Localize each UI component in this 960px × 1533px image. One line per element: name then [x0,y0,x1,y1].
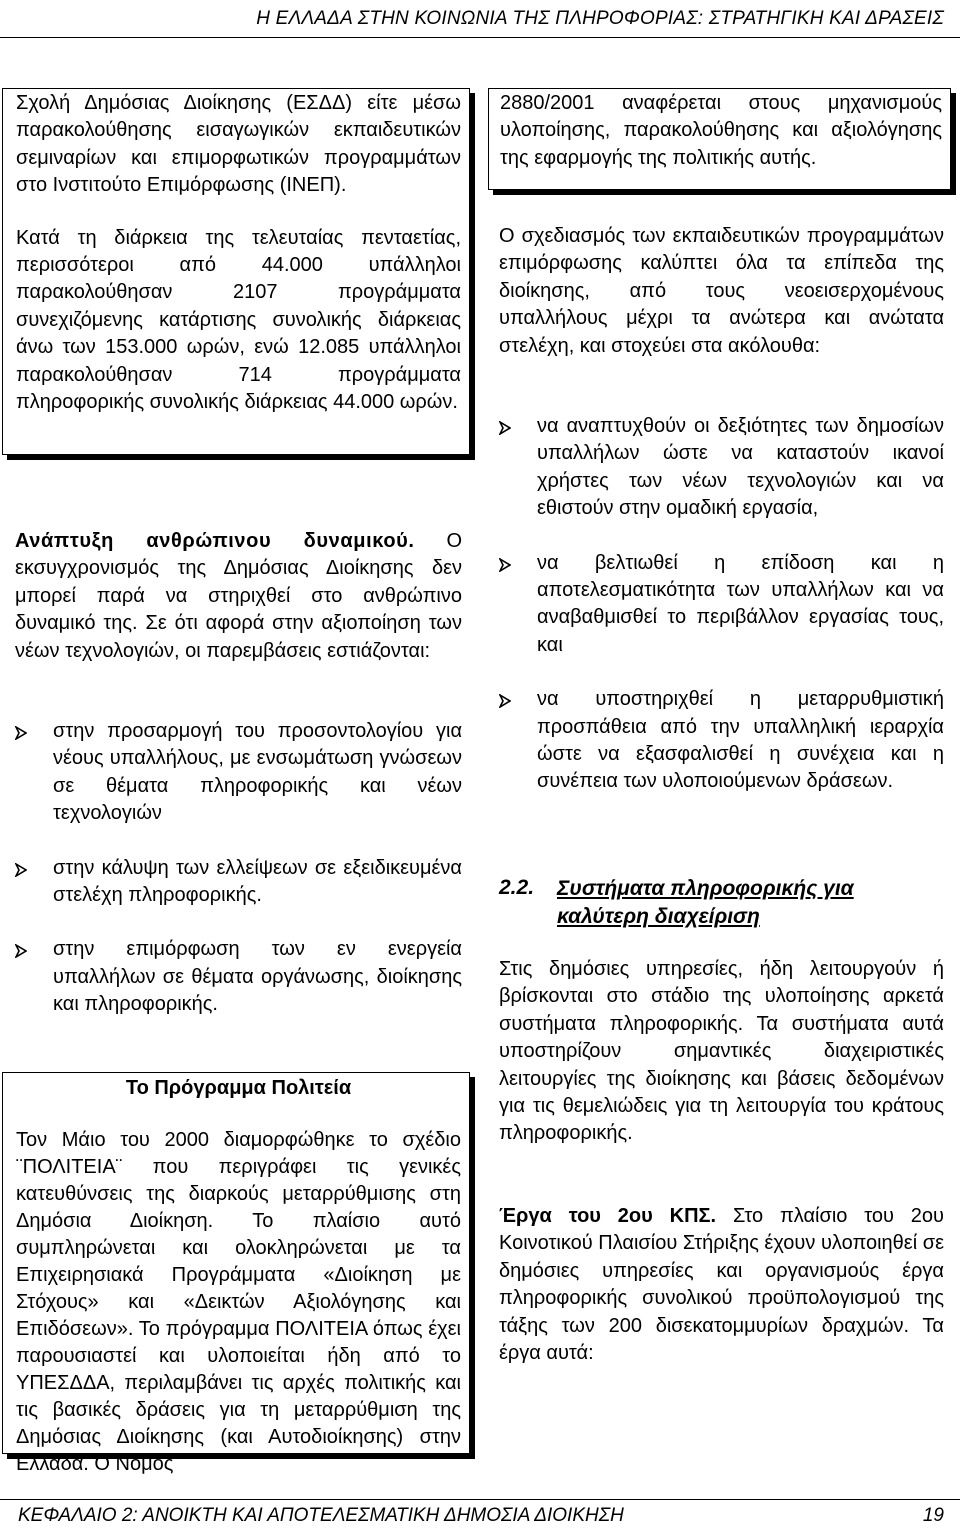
box-paragraph-statistics: Κατά τη διάρκεια της τελευταίας πενταετίας, περισσότεροι από 44.000 υπάλληλοι παρακολούθησαν 2107 προγράμματα συνεχιζόμενης κατάρτισης συνολικής διάρκειας άνω των 153.000 ωρών, ενώ 12.085 υπάλληλοι παρακολούθησαν 714 προγράμματα πληροφορικής συνολικής διάρκειας 44.000 ωρών. [16,226,461,414]
arrow-bullet-icon [15,863,27,877]
list-item-text: να βελτιωθεί η επίδοση και η αποτελεσματικότητα των υπαλλήλων και να αναβαθμισθεί το περιβάλλον εργασίας τους, και [537,551,944,656]
works-paragraph [499,1203,944,1367]
list-item-text: να υποστηριχθεί η μεταρρυθμιστική προσπάθεια από την υπαλληλική ιεραρχία ώστε να εξασφαλισθεί η συνέχεια και η συνέπεια των υλοποιούμενων δράσεων. [537,688,944,793]
list-item-text: στην προσαρμογή του προσοντολογίου για νέους υπαλλήλους, με ενσωμάτωση γνώσεων σε θέματα πληροφορικής και νέων τεχνολογιών [53,720,462,825]
right-bullet-list [499,413,944,796]
left-bullet-list [15,718,462,1019]
page-number: 19 [922,1505,944,1526]
running-footer [0,1499,960,1533]
box-title: Το Πρόγραμμα Πολιτεία [125,1077,352,1099]
box-body-text: Τον Μάιο του 2000 διαμορφώθηκε το σχέδιο ¨ΠΟΛΙΤΕΙΑ¨ που περιγράφει τις γενικές κατευθύνσεις της διαρκούς μεταρρύθμισης στη Δημόσια Διοίκηση. Το πλαίσιο αυτό συμπληρώνεται και ολοκληρώνεται με τα Επιχειρησιακά Προγράμματα «Διοίκηση με Στόχους» και «Δεικτών Αξιολόγησης και Επιδόσεων». Το πρόγραμμα ΠΟΛΙΤΕΙΑ όπως έχει παρουσιαστεί και υλοποιείται ήδη από το ΥΠΕΣΔΔΑ, περιλαμβάνει τις αρχές πολιτικής και τις βασικές δράσεις για τη μεταρρύθμιση της Δημόσιας Διοίκησης (και Αυτοδιοίκησης) στην Ελλάδα. Ο Νόμος [16,1129,461,1476]
info-box-training-stats [2,88,470,455]
hr-development-text: Ο εκσυγχρονισμός της Δημόσιας Διοίκησης δεν μπορεί παρά να στηριχθεί στο ανθρώπινο δυναμικό της. Σε ότι αφορά στην αξιοποίηση των νέων τεχνολογιών, οι παρεμβάσεις εστιάζονται: [15,530,462,662]
footer-chapter: ΚΕΦΑΛΑΙΟ 2: ΑΝΟΙΚΤΗ ΚΑΙ ΑΠΟΤΕΛΕΣΜΑΤΙΚΗ ΔΗΜΟΣΙΑ ΔΙΟΙΚΗΣΗ [18,1505,624,1526]
list-item-text: στην επιμόρφωση των εν ενεργεία υπαλλήλων σε θέματα οργάνωσης, διοίκησης και πληροφορικής. [53,938,462,1016]
arrow-bullet-icon [15,944,27,958]
info-box-law-continuation [488,88,951,190]
list-item [499,413,944,523]
works-text: Στο πλαίσιο του 2ου Κοινοτικού Πλαισίου Στήριξης έχουν υλοποιηθεί σε δημόσιες υπηρεσίες και οργανισμούς έργα πληροφορικής συνολικού προϋπολογισμού της τάξης των 200 δισεκατομμυρίων δραχμών. Τα έργα αυτά: [499,1205,944,1365]
box-paragraph-law: 2880/2001 αναφέρεται στους μηχανισμούς υλοποίησης, παρακολούθησης και αξιολόγησης της εφαρμογής της πολιτικής αυτής. [500,92,942,169]
section-number: 2.2. [499,876,535,899]
list-item [499,686,944,796]
hr-development-heading: Ανάπτυξη ανθρώπινου δυναμικού. [15,530,415,552]
section-title: Συστήματα πληροφορικής για καλύτερη διαχείριση [557,877,854,928]
arrow-bullet-icon [15,726,27,740]
info-box-politeia-program [2,1072,470,1476]
arrow-bullet-icon [499,558,511,572]
header-title: Η ΕΛΛΑΔΑ ΣΤΗΝ ΚΟΙΝΩΝΙΑ ΤΗΣ ΠΛΗΡΟΦΟΡΙΑΣ: ΣΤΡΑΤΗΓΙΚΗ ΚΑΙ ΔΡΑΣΕΙΣ [256,8,944,29]
arrow-bullet-icon [499,421,511,435]
box-paragraph-esdd: Σχολή Δημόσιας Διοίκησης (ΕΣΔΔ) είτε μέσω παρακολούθησης εισαγωγικών εκπαιδευτικών σεμιναρίων και επιμορφωτικών προγραμμάτων στο Ινστιτούτο Επιμόρφωσης (ΙΝΕΠ). [16,92,461,197]
list-item-text: να αναπτυχθούν οι δεξιότητες των δημοσίων υπαλλήλων ώστε να καταστούν ικανοί χρήστες των νέων τεχνολογιών και να εθιστούν στην ομαδική εργασία, [537,415,944,520]
arrow-bullet-icon [499,694,511,708]
works-heading: Έργα του 2ου ΚΠΣ. [499,1205,717,1227]
training-design-paragraph: Ο σχεδιασμός των εκπαιδευτικών προγραμμάτων επιμόρφωσης καλύπτει όλα τα επίπεδα της διοίκησης, από τους νεοεισερχομένους υπαλλήλους μέχρι τα ανώτερα και ανώτατα στελέχη, και στοχεύει στα ακόλουθα: [499,225,944,357]
systems-paragraph: Στις δημόσιες υπηρεσίες, ήδη λειτουργούν ή βρίσκονται στο στάδιο της υλοποίησης αρκετά συστήματα πληροφορικής. Τα συστήματα αυτά υποστηρίζουν σημαντικές διαχειριστικές λειτουργίες της διοίκησης και βάσεις δεδομένων για τις θεμελιώδεις για τη λειτουργία του κράτους πληροφορικής. [499,958,944,1145]
running-header [0,0,960,38]
list-item-text: στην κάλυψη των ελλείψεων σε εξειδικευμένα στελέχη πληροφορικής. [53,856,462,907]
list-item [15,936,462,1018]
hr-development-paragraph [15,528,462,665]
list-item [499,550,944,660]
list-item [15,855,462,910]
list-item [15,718,462,828]
